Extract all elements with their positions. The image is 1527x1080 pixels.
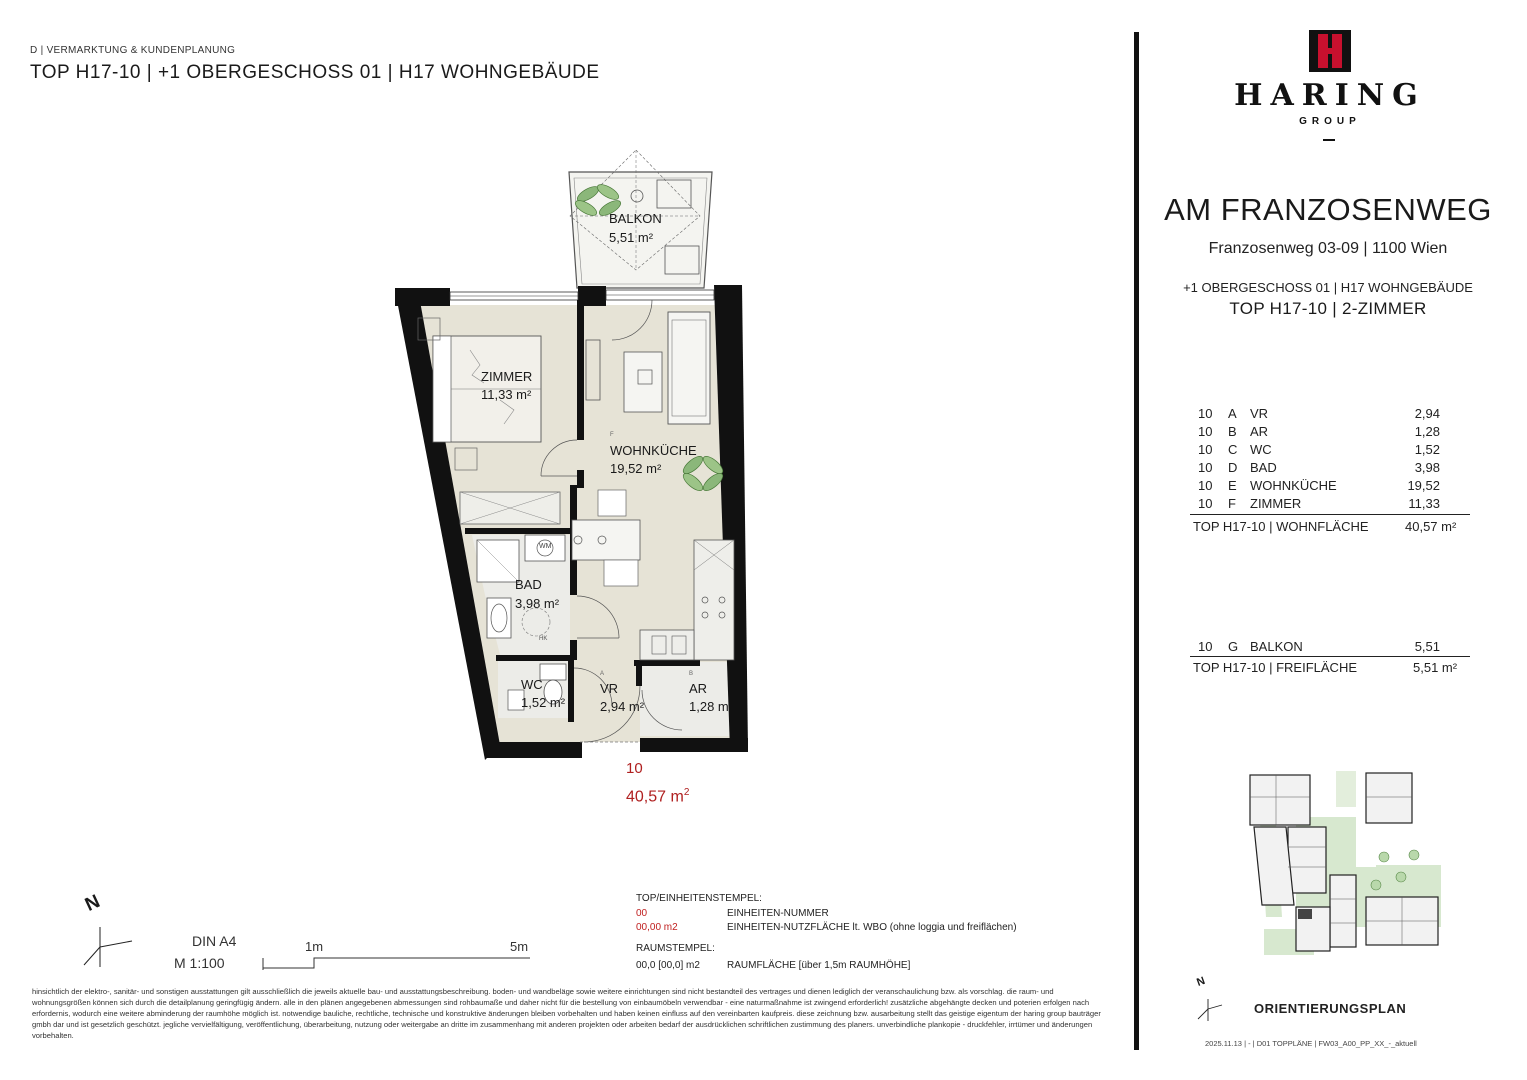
paper-size: DIN A4: [192, 933, 237, 949]
vertical-divider: [1134, 32, 1139, 1050]
room-ar-name: AR: [689, 681, 708, 696]
table-row: 10 D BAD 3,98: [1198, 460, 1440, 475]
scale-ratio: M 1:100: [174, 955, 225, 971]
legend-example-number: 00: [636, 908, 648, 919]
room-letter-hk: HK: [539, 636, 548, 642]
room-bad-name: BAD: [515, 577, 542, 592]
brand-name: HARING: [1234, 78, 1426, 113]
north-label: N: [81, 891, 104, 916]
outer-wall-bottom-left: [485, 742, 582, 758]
room-balkon-area: 5,51 m²: [609, 230, 654, 245]
legend-room-label: RAUMFLÄCHE [über 1,5m RAUMHÖHE]: [727, 960, 911, 971]
orientation-label: ORIENTIERUNGSPLAN: [1254, 1001, 1407, 1016]
table-row: 10 A VR 2,94: [1198, 406, 1440, 421]
room-letter-wm: WM: [539, 543, 552, 550]
unit-stamp-area: 40,57 $m^2$: [626, 787, 690, 806]
outdoor-total-label: TOP H17-10 | FREIFLÄCHE: [1193, 660, 1358, 675]
rooms-table: [0, 406, 1527, 516]
room-zimmer-name: ZIMMER: [481, 369, 533, 384]
scale-mark-1m: 1m: [305, 939, 324, 954]
orientation-north-icon: [1196, 985, 1226, 1021]
document-category: D | VERMARKTUNG & KUNDENPLANUNG: [30, 45, 236, 56]
page-title: TOP H17-10 | +1 OBERGESCHOSS 01 | H17 WOHNGEBÄUDE: [30, 62, 600, 83]
room-balkon-name: BALKON: [609, 211, 662, 226]
legend-room-stamp-title: RAUMSTEMPEL:: [636, 943, 715, 954]
legend-number-label: EINHEITEN-NUMMER: [727, 908, 829, 919]
disclaimer-text: hinsichtlich der elektro-, sanitär- und sonstigen ausstattungen gilt ausschließlich die jeweils aktuelle bau- und ausstattungsbeschreibung. boden- und wandbeläge sowie weitere einrichtungen sind nicht bestandteil des vertrages und dienen lediglich der veranschaulichung bzw. als vorschlag. die raum- und wohnungsgrößen können sich durch die detailplanung geringfügig ändern. alle in den plänen angegebenen abmessungen sind rohbaumaße und daher nicht für die bestellung von einbaumöbeln verwendbar - eine naturmaßnahme ist zwingend erforderlich! zusätzliche abgehängte decken und poterien erfolgen nach erfordernis, wodurch eine weitere abminderung der raumhöhe möglich ist. notwendige bauliche, rechtliche, technische und konstruktive änderungen bleiben vorbehalten und haben keinen einfluss auf den vereinbarten kaufpreis. diese zeichnung bzw. ausarbeitung stellt das geistige eigentum der haring group bauträger gmbh dar und ist gesetzlich geschützt. jegliche vervielfältigung, veröffentlichung, überarbeitung, nutzung oder weitergabe an dritte im zusammenhang mit anderen projekten oder arbeiten bedarf der ausdrücklichen schriftlichen zustimmung des planers. unverbindliche plankopie - druckfehler, irrtümer und änderungen vorbehalten.: [32, 987, 1101, 1040]
table-row: 10 C WC 1,52: [1198, 442, 1440, 457]
table-row: 10 B AR 1,28: [1198, 424, 1440, 439]
room-letter-b: B: [689, 671, 694, 677]
north-arrow-icon: [80, 905, 140, 967]
room-wohnkueche-name: WOHNKÜCHE: [610, 443, 697, 458]
room-vr-area: 2,94 m²: [600, 699, 645, 714]
room-ar-area: 1,28 m: [689, 699, 729, 714]
project-address: Franzosenweg 03-09 | 1100 Wien: [1208, 240, 1448, 257]
living-total-label: TOP H17-10 | WOHNFLÄCHE: [1193, 519, 1369, 534]
room-wc-name: WC: [521, 677, 543, 692]
room-letter-f: F: [610, 432, 614, 438]
table-row: 10 E WOHNKÜCHE 19,52: [1198, 478, 1440, 493]
room-wohnkueche-area: 19,52 m²: [610, 461, 662, 476]
project-floor: +1 OBERGESCHOSS 01 | H17 WOHNGEBÄUDE: [1183, 280, 1473, 295]
table-row: 10 F ZIMMER 11,33: [1198, 496, 1440, 511]
room-vr-name: VR: [600, 681, 619, 696]
outdoor-total-area: 5,51 m²: [1413, 660, 1458, 675]
legend-area-label: EINHEITEN-NUTZFLÄCHE lt. WBO (ohne loggia und freiflächen): [727, 922, 1017, 933]
scale-mark-5m: 5m: [510, 939, 529, 954]
outdoor-sum-line: [1190, 656, 1470, 657]
outer-wall-bottom-right: [640, 738, 748, 752]
room-letter-a: A: [600, 671, 605, 677]
haring-logo-icon: [1309, 30, 1351, 72]
orientation-north-label: N: [1195, 975, 1207, 989]
legend-example-room: 00,0 [00,0] m2: [636, 960, 700, 971]
room-bad-area: 3,98 m²: [515, 596, 560, 611]
room-zimmer-area: 11,33 m²: [481, 387, 532, 402]
orientation-site-plan: [1236, 767, 1446, 962]
legend-example-area: 00,00 m2: [636, 922, 678, 933]
brand-dash: [1323, 139, 1335, 141]
unit-stamp-number: 10: [626, 760, 643, 777]
footer-code: 2025.11.13 | - | D01 TOPPLÄNE | FW03_A00_PP_XX_-_aktuell: [1205, 1039, 1417, 1048]
legend-unit-stamp-title: TOP/EINHEITENSTEMPEL:: [636, 893, 762, 904]
project-unit: TOP H17-10 | 2-ZIMMER: [1229, 299, 1427, 318]
living-sum-line: [1190, 514, 1470, 515]
table-row: 10 G BALKON 5,51: [1198, 639, 1440, 654]
room-wc-area: 1,52 m²: [521, 695, 566, 710]
brand-sub: GROUP: [1299, 116, 1361, 127]
project-name: AM FRANZOSENWEG: [1164, 192, 1492, 227]
scale-bar: [262, 955, 532, 971]
outdoor-table: [0, 639, 1527, 657]
living-total-area: 40,57 m²: [1405, 519, 1457, 534]
